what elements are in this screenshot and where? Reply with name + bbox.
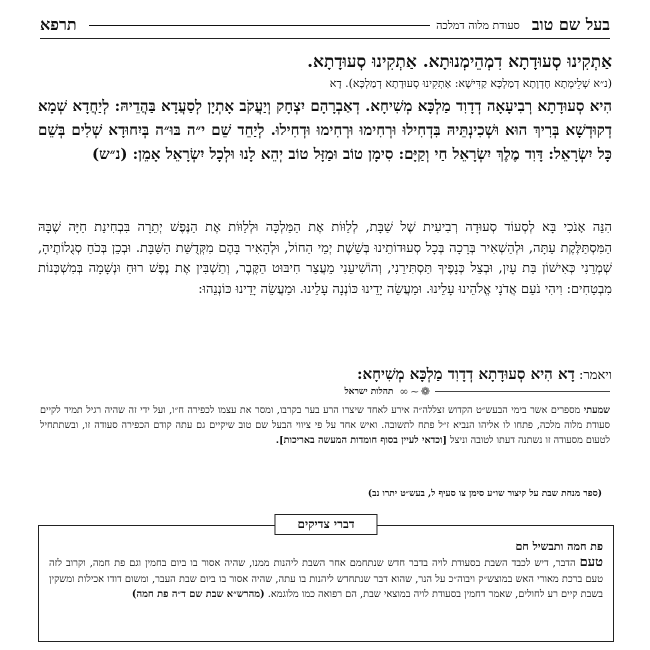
signature-line (344, 385, 610, 398)
section-title: סעודת מלוה דמלכה (436, 18, 520, 32)
running-header (40, 12, 610, 39)
box-subtitle: פת חמה ותבשיל חם (515, 540, 603, 553)
box-lead: טעם (579, 555, 603, 570)
note-line: (נ״א שְׁלֵימְתָא חֶדְוָתָא דְמַלְכָּא קַדִּישָׁא: אַתְקִינוּ סְעוּדָתָא דְמַלְכָּא). דָא (329, 77, 612, 90)
signature-rule (435, 391, 610, 392)
page-number: תרפא (40, 15, 77, 34)
box-source: (מהרש״א שבת שם ד״ה פת חמה) (131, 589, 265, 600)
book-title: בעל שם טוב (531, 15, 610, 34)
closing-prefix: ויאמר: (578, 368, 612, 383)
tzaddikim-box (38, 517, 614, 642)
header-section (89, 19, 520, 32)
notes-lead: שמעתי (583, 405, 610, 416)
box-title: דברי צדיקים (274, 514, 377, 535)
ornament-icon: ❁︎ ~ ∞ (399, 385, 429, 398)
title-line: אַתְקִינוּ סְעוּדָתָא דִמְהֵימְנוּתָא. אַתְקִינוּ סְעוּדָתָא. (307, 52, 612, 72)
notes-paragraph (40, 403, 610, 448)
second-paragraph: הִנֵּה אָנֹכִי בָּא לְסְעוֹד סְעוּדָה רְבִיעִית שֶׁל שַׁבָּת, לְלַוּוֹת אֶת הַמַּלְכָּה וּלְלַוּוֹת אֶת הַנֶּפֶשׁ יְתֵרָה בִּבְחִינַת חַיָּה שֶׁבָּהּ הַמִּסְתַּלֶּקֶת עַתָּה, וּלְהַשְׁאִיר בְּרָכָה בְּכָל סְעוּדוֹתֵינוּ בְּשֵׁשֶׁת יְמֵי הַחוֹל, וּלְהָאִיר בָּהֶם מִקְּדֻשַּׁת הַשַּׁבָּת. וּבְכֵן בְּכֹחַ סְגֻלוֹתֶיהָ, שְׁמְרֵנִי כְּאִישׁוֹן בַּת עָיִן, וּבְצֵל כְּנָפֶיךָ תַּסְתִּירֵנִי, וְהוֹשִׁיעֵנִי מֵעֲצַר חִיבּוּט הַקֶּבֶר, וְתַשְׁבִּין אֶת נֶפֶשׁ רוּחַ וּנְשָׁמָה בְּמִשְׁכְּנוֹת מִבְטַחִים: וִיהִי נֹעַם אֲדֹנָי אֱלֹהֵינוּ עָלֵינוּ. וּמַעֲשֵׂה יָדֵינוּ כּוֹנְנָה עָלֵינוּ. וּמַעֲשֵׂה יָדֵינוּ כּוֹנְנֵהוּ: (38, 220, 612, 297)
closing-line (38, 364, 612, 386)
box-body: הדבר, דיש לכבד השבת בסעודת לויה בדבר חדש שנתחמם אחר השבת ליהנות ממנו, שהיה אסור בו ביום בחמין וגם פת חמה, וקרוב לזה טעם ברכת מאורי האש במוצש״ק ויבוה״כ על הנר, שהוא דבר שנתחדש ליהנות בו עתה, שהיה אסור בו ביום שבת העבר, ומשום דודו אכילות ומשקין בשבת קיים רע לחולים, שאמר דחמין בסעודת לויה במוצאי שבת, הם רפואה כמו מלוגמא. (49, 558, 603, 600)
header-rule (89, 24, 430, 26)
notes-source: (ספר מנחת שבת על קיצור שו״ע סימן צו סעיף ל, בעש״ט יתרו נב) (367, 489, 602, 499)
box-text (49, 555, 603, 603)
notes-text: מספרים אשר בימי הבעש״ט הקדוש זצללה״ה אירע לאחד שיצרו הרע בער בקרבו, ומסר את עצמו לכפירה ח״ו, ועל ידי זה שהיה רגיל תמיד לקיים סעודת מלוה מלכה, פתחו לו אליהו הנביא ז״ל פתח לתשובה. ואיש אחד על פי ציווי הבעל שם טוב שיקיים גם עתה קודם הכפירה סעודה זו, ובשתתחיל לטעום מסעודה זו נשתנה דעתו לטובה וניצל (40, 405, 610, 446)
closing-text: דָא הִיא סְעוּדָתָא דְדָוִד מַלְכָּא מְשִׁיחָא: (356, 365, 575, 383)
notes-tail: [וכדאי לעיין בסוף חומדות המעשה באריכות]. (275, 435, 447, 446)
main-paragraph: הִיא סְעוּדָתָא רְבִיעָאָה דְדָוִד מַלְכָּא מְשִׁיחָא. דְאַבְרָהָם יִצְחָק וְיַעֲקֹב אָתְיָן לְסַעֲדָא בַּהֲדֵיהּ: לְיַחֲדָא שְׁמָא דְקוּדְשָׁא בְּרִיךְ הוּא וּשְׁכִינְתֵּיהּ בִּדְחִילוּ וּרְחִימוּ וּרְחִימוּ וּדְחִילוּ. לְיַחֵד שֵׁם י״ה בּוּ״ה בְּיִחוּדָא שְׁלִים בְּשֵׁם כָּל יִשְׂרָאֵל: דָּוִד מֶלֶךְ יִשְׂרָאֵל חַי וְקַיָּם: סִימָן טוֹב וּמַזָּל טוֹב יְהֵא לָנוּ וּלְכָל יִשְׂרָאֵל אָמֵן: (נ״ש) (38, 97, 612, 163)
signature-label: תהלות ישראל (344, 387, 394, 397)
